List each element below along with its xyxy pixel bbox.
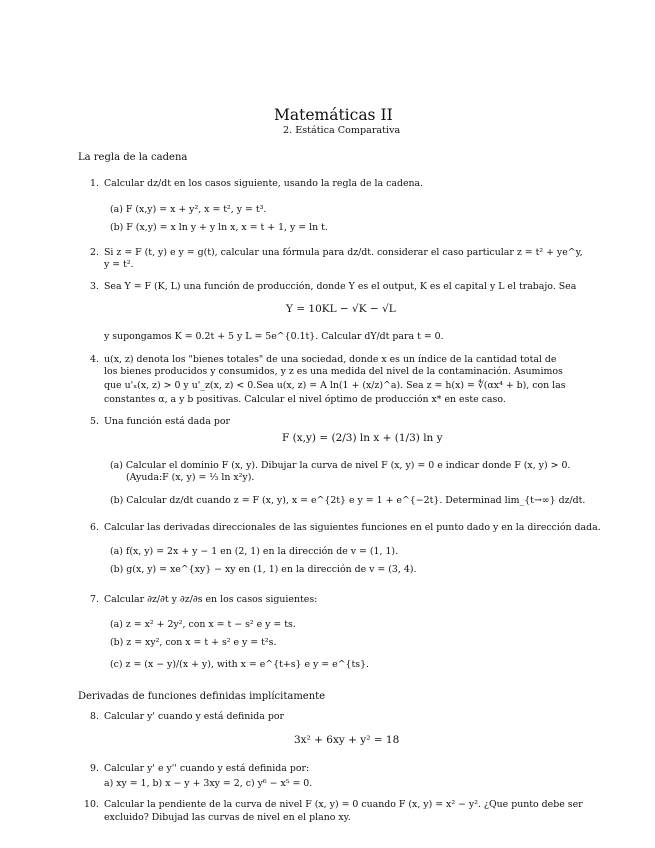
- problem-5-equation: F (x,y) = (2/3) ln x + (1/3) ln y: [282, 432, 443, 444]
- problem-10-line-2: excluido? Dibujad las curvas de nivel en el plano xy.: [104, 812, 351, 823]
- problem-5-line-1: Una función está dada por: [104, 416, 230, 427]
- problem-8-equation: 3x² + 6xy + y² = 18: [294, 734, 400, 746]
- problem-4-line-3: que u'ₓ(x, z) > 0 y u'_z(x, z) < 0.Sea u(x, z) = A ln(1 + (x/z)^a). Sea z = h(x) = ∜(αx⁴ + b), con las: [104, 380, 566, 391]
- problem-3-line-2: y supongamos K = 0.2t + 5 y L = 5e^{0.1t}. Calcular dY/dt para t = 0.: [104, 331, 444, 342]
- page-subtitle: 2. Estática Comparativa: [283, 125, 401, 136]
- problem-number: 6.: [90, 522, 99, 533]
- problem-number: 1.: [90, 178, 99, 189]
- problem-number: 2.: [90, 247, 99, 258]
- problem-5-item-b: (b) Calcular dz/dt cuando z = F (x, y), x = e^{2t} e y = 1 + e^{−2t}. Determinad lim_{t→∞} dz/dt.: [110, 495, 586, 506]
- problem-number: 5.: [90, 416, 99, 427]
- problem-5-hint: (Ayuda:F (x, y) = ⅓ ln x²y).: [126, 472, 255, 483]
- problem-number: 10.: [84, 799, 99, 810]
- problem-2-line-1: Si z = F (t, y) e y = g(t), calcular una fórmula para dz/dt. considerar el caso particular z = t² + ye^y,: [104, 247, 583, 258]
- problem-number: 8.: [90, 711, 99, 722]
- problem-9-line-1: Calcular y' e y'' cuando y está definida por:: [104, 763, 310, 774]
- problem-1-text: Calcular dz/dt en los casos siguiente, usando la regla de la cadena.: [104, 178, 424, 189]
- problem-number: 9.: [90, 763, 99, 774]
- problem-7-item-c: (c) z = (x − y)/(x + y), with x = e^{t+s} e y = e^{ts}.: [110, 659, 370, 670]
- problem-number: 4.: [90, 354, 99, 365]
- problem-4-line-4: constantes α, a y b positivas. Calcular el nivel óptimo de producción x* en este caso.: [104, 394, 506, 405]
- problem-2-line-2: y = t².: [104, 259, 134, 270]
- section-heading-implicit: Derivadas de funciones definidas implícitamente: [78, 691, 326, 702]
- section-heading-chain-rule: La regla de la cadena: [78, 152, 188, 163]
- page-title: Matemáticas II: [274, 106, 393, 124]
- problem-3-equation: Y = 10KL − √K − √L: [286, 303, 396, 315]
- problem-1-item-a: (a) F (x,y) = x + y², x = t², y = t³.: [110, 204, 267, 215]
- problem-number: 7.: [90, 594, 99, 605]
- problem-6-line-1: Calcular las derivadas direccionales de las siguientes funciones en el punto dado y en la dirección dada.: [104, 522, 601, 533]
- problem-5-item-a: (a) Calcular el dominio F (x, y). Dibujar la curva de nivel F (x, y) = 0 e indicar donde F (x, y) > 0.: [110, 460, 571, 471]
- problem-6-item-a: (a) f(x, y) = 2x + y − 1 en (2, 1) en la dirección de v = (1, 1).: [110, 546, 399, 557]
- problem-8-line-1: Calcular y' cuando y está definida por: [104, 711, 285, 722]
- problem-7-line-1: Calcular ∂z/∂t y ∂z/∂s en los casos siguientes:: [104, 594, 318, 605]
- problem-9-line-2: a) xy = 1, b) x − y + 3xy = 2, c) y⁶ − x⁵ = 0.: [104, 778, 313, 789]
- problem-6-item-b: (b) g(x, y) = xe^{xy} − xy en (1, 1) en la dirección de v = (3, 4).: [110, 564, 417, 575]
- problem-4-line-1: u(x, z) denota los "bienes totales" de una sociedad, donde x es un índice de la cantidad total de: [104, 354, 557, 365]
- problem-7-item-a: (a) z = x² + 2y², con x = t − s² e y = ts.: [110, 619, 296, 630]
- problem-4-line-2: los bienes producidos y consumidos, y z es una medida del nivel de la contaminación. Asumimos: [104, 366, 563, 377]
- problem-7-item-b: (b) z = xy², con x = t + s² e y = t²s.: [110, 637, 277, 648]
- problem-3-line-1: Sea Y = F (K, L) una función de producción, donde Y es el output, K es el capital y L el trabajo. Sea: [104, 281, 577, 292]
- problem-10-line-1: Calcular la pendiente de la curva de nivel F (x, y) = 0 cuando F (x, y) = x² − y². ¿Que punto debe ser: [104, 799, 583, 810]
- problem-1-item-b: (b) F (x,y) = x ln y + y ln x, x = t + 1, y = ln t.: [110, 222, 328, 233]
- problem-number: 3.: [90, 281, 99, 292]
